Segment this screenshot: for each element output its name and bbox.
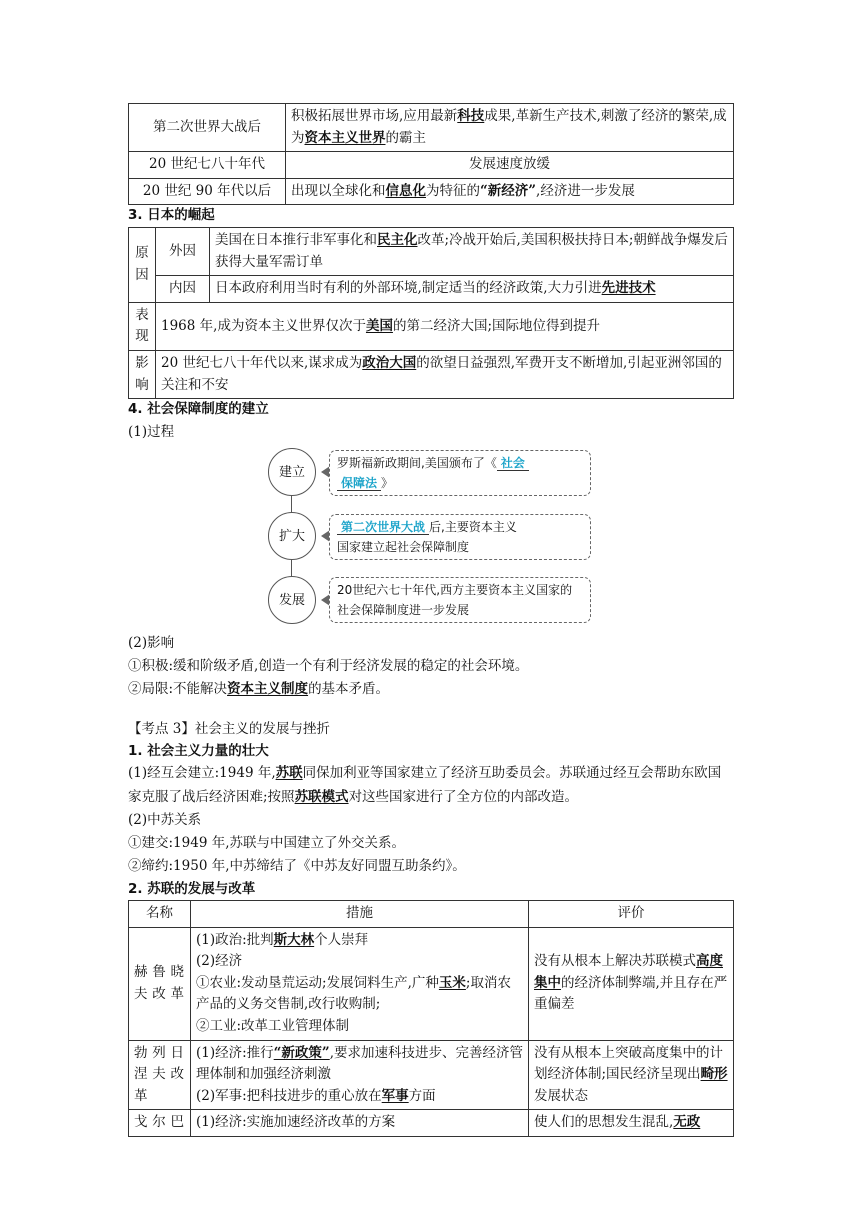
table-row [129, 227, 734, 275]
sub-label: 内因 [156, 276, 210, 303]
section-heading-socialism: 1. 社会主义力量的壮大 [128, 742, 269, 759]
table-row [129, 152, 734, 179]
evaluation-cell [529, 927, 734, 1040]
text-run: 方面 [408, 1087, 436, 1104]
evaluation-cell [529, 1110, 734, 1137]
section-heading-social-security: 4. 社会保障制度的建立 [128, 401, 269, 418]
text-run: 对这些国家进行了全方位的内部改造。 [348, 788, 579, 805]
key-term: 信息化 [385, 182, 426, 199]
header-cell: 名称 [129, 901, 191, 928]
desc-cell [286, 178, 734, 205]
blank-answer: 第二次世界大战 [337, 520, 429, 535]
reform-name: 赫鲁晓夫改革 [129, 927, 191, 1040]
content-cell [156, 302, 734, 350]
process-label: (1)过程 [128, 423, 175, 440]
table-row [129, 104, 734, 152]
text-run: 的第二经济大国;国际地位得到提升 [392, 317, 601, 334]
impact-limit: ②局限:不能解决资本主义制度的基本矛盾。 [128, 681, 390, 698]
node-expand: 扩大 [268, 512, 316, 560]
measures-cell [191, 1040, 529, 1110]
table-row [129, 178, 734, 205]
process-diagram [128, 448, 734, 632]
text-run: (1)经济:推行 [196, 1044, 274, 1061]
table-row [129, 350, 734, 398]
key-term: 畸形 [700, 1066, 728, 1083]
us-economy-table [128, 103, 734, 205]
text-run: 没有从根本上解决苏联模式 [534, 953, 696, 970]
text-run: 发展状态 [534, 1087, 588, 1104]
reform-name: 戈尔巴 [129, 1110, 191, 1137]
header-cell: 措施 [191, 901, 529, 928]
key-term: 先进技术 [601, 280, 656, 297]
blank-answer: 社会 [497, 456, 529, 471]
text-run: 美国在日本推行非军事化和 [215, 231, 377, 248]
text-run: ,经济进一步发展 [536, 182, 635, 199]
topic-heading: 【考点 3】社会主义的发展与挫折 [128, 720, 330, 737]
key-term: 民主化 [377, 231, 418, 248]
text-run: 的欲望日益强烈,军费开支不断增加,引起亚洲邻国的关注和不安 [161, 354, 722, 393]
header-cell: 评价 [529, 901, 734, 928]
reform-name: 勃列日涅夫改革 [129, 1040, 191, 1110]
node-establish: 建立 [268, 448, 316, 496]
period-cell: 20 世纪七八十年代 [129, 152, 286, 179]
text-run: 出现以全球化和 [291, 182, 386, 199]
key-term: 玉米 [438, 974, 466, 991]
row-label: 影响 [129, 350, 156, 398]
key-term: 无政 [673, 1114, 701, 1131]
box-establish: 罗斯福新政期间,美国颁布了《 社会 保障法 》 [329, 450, 591, 496]
japan-rise-table [128, 227, 734, 399]
impact-label: (2)影响 [128, 634, 175, 651]
diplomatic-relations: ①建交:1949 年,苏联与中国建立了外交关系。 [128, 835, 405, 852]
key-term: 军事 [381, 1087, 409, 1104]
key-term: “新经济” [480, 182, 537, 199]
text-run: ,要求加速科技进步、完善经济管理体制和加强经济刺激 [196, 1044, 523, 1083]
section-heading-japan: 3. 日本的崛起 [128, 207, 215, 224]
desc-cell: 发展速度放缓 [286, 152, 734, 179]
text-run: 没有从根本上突破高度集中的计划经济体制;国民经济呈现出 [534, 1044, 723, 1083]
text-run: 个人崇拜 [314, 931, 369, 948]
impact-positive: ①积极:缓和阶级矛盾,创造一个有利于经济发展的稳定的社会环境。 [128, 658, 529, 675]
text-run: 改革;冷战开始后,美国积极扶持日本;朝鲜战争爆发后获得大量军需订单 [215, 231, 728, 270]
desc-cell [286, 104, 734, 152]
text-run: 的经济体制弊端,并且存在严重偏差 [534, 974, 728, 1013]
table-header [129, 901, 734, 928]
key-term: “新政策” [273, 1044, 330, 1061]
table-row [129, 302, 734, 350]
text-run: ①农业:发动垦荒运动;发展饲料生产,广种 [196, 974, 439, 991]
text-run: ;取消农产品的义务交售制,改行收购制; [196, 974, 511, 1013]
evaluation-cell [529, 1040, 734, 1110]
content-cell [210, 227, 734, 275]
key-term: 苏联 [275, 765, 303, 782]
table-row [129, 927, 734, 1040]
content-cell [156, 350, 734, 398]
period-cell: 20 世纪 90 年代以后 [129, 178, 286, 205]
section-heading-soviet-reform: 2. 苏联的发展与改革 [128, 880, 256, 897]
key-term: 高度集中 [534, 953, 723, 991]
key-term: 斯大林 [273, 931, 315, 948]
soviet-reform-table [128, 900, 734, 1137]
sub-label: 外因 [156, 227, 210, 275]
text-run: 日本政府利用当时有利的外部环境,制定适当的经济政策,大力引进 [215, 280, 602, 297]
key-term: 政治大国 [362, 354, 417, 371]
paragraph-comecon [128, 762, 734, 808]
text-run: 1968 年,成为资本主义世界仅次于 [161, 317, 366, 334]
measures-cell: (1)政治:批判斯大林个人崇拜 (2)经济 ①农业:发动垦荒运动;发展饲料生产,广种玉米;取消农产品的义务交售制,改行收购制; ②工业:改革工业管理体制 [191, 927, 529, 1040]
blank-answer: 保障法 [337, 476, 381, 491]
node-develop: 发展 [268, 576, 316, 624]
text-run: 20 世纪七八十年代以来,谋求成为 [161, 354, 363, 371]
period-cell: 第二次世界大战后 [129, 104, 286, 152]
page [128, 103, 734, 1137]
box-expand: 第二次世界大战 后,主要资本主义 国家建立起社会保障制度 [329, 514, 591, 560]
treaty: ②缔约:1950 年,中苏缔结了《中苏友好同盟互助条约》。 [128, 858, 466, 875]
text-run: (2)军事:把科技进步的重心放在 [196, 1087, 382, 1104]
row-label: 原因 [129, 227, 156, 302]
key-term: 苏联模式 [294, 788, 349, 805]
measures-cell: (1)经济:实施加速经济改革的方案 [191, 1110, 529, 1137]
table-row [129, 1040, 734, 1110]
table-row [129, 1110, 734, 1137]
key-term: 资本主义世界 [304, 129, 386, 146]
text-run: 为特征的 [426, 182, 480, 199]
sino-soviet-label: (2)中苏关系 [128, 811, 202, 828]
key-term: 科技 [457, 108, 485, 124]
table-row [129, 276, 734, 303]
text-run: 同保加利亚等国家建立了经济互助委员会。苏联通过经互会帮助东欧国家克服了战后经济困难;按照 [128, 765, 722, 805]
text-run: 使人们的思想发生混乱, [534, 1114, 674, 1131]
key-term: 美国 [365, 317, 393, 334]
text-run: (1)经互会建立:1949 年, [128, 765, 276, 782]
text-run: 成果,革新生产技术,刺激了经济的繁荣,成为 [291, 108, 727, 146]
content-cell [210, 276, 734, 303]
text-run: 的霸主 [385, 129, 426, 146]
box-develop: 20世纪六七十年代,西方主要资本主义国家的社会保障制度进一步发展 [329, 577, 591, 623]
row-label: 表现 [129, 302, 156, 350]
text-run: 积极拓展世界市场,应用最新 [291, 108, 458, 124]
text-run: (1)政治:批判 [196, 931, 274, 948]
